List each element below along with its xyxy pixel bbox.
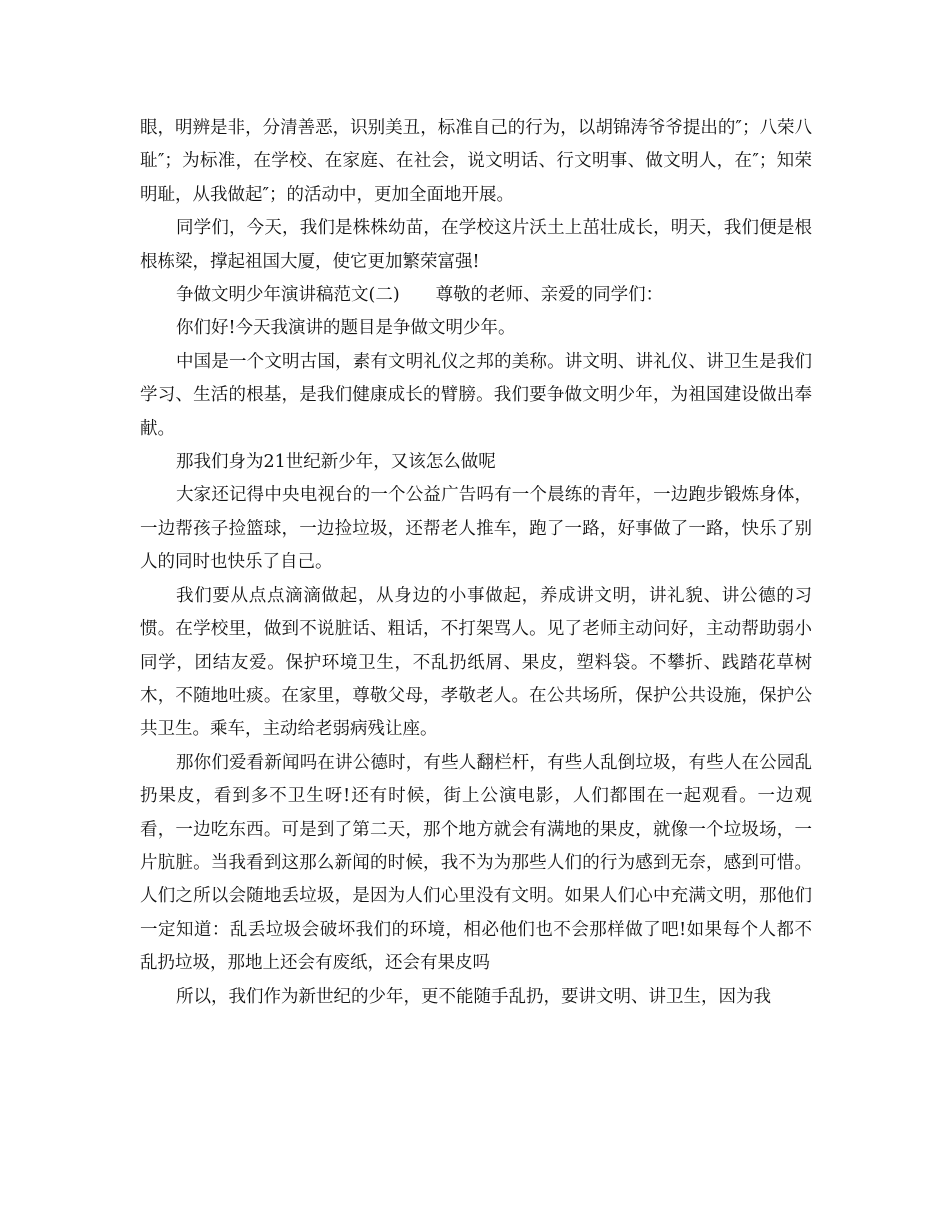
paragraph-8: 我们要从点点滴滴做起，从身边的小事做起，养成讲文明，讲礼貌、讲公德的习惯。在学校里，做到不说脏话、粗话，不打架骂人。见了老师主动问好，主动帮助弱小同学，团结友爱。保护环境卫生，不乱扔纸屑、果皮，塑料袋。不攀折、践踏花草树木，不随地吐痰。在家里，尊敬父母，孝敬老人。在公共场所，保护公共设施，保护公共卫生。乘车，主动给老弱病残让座。 [140,585,812,740]
paragraph-7: 大家还记得中央电视台的一个公益广告吗有一个晨练的青年，一边跑步锻炼身体，一边帮孩子捡篮球，一边捡垃圾，还帮老人推车，跑了一路，好事做了一路，快乐了别人的同时也快乐了自己。 [140,485,812,573]
salutation: 尊敬的老师、亲爱的同学们： [435,285,664,306]
paragraph-6: 那我们身为21世纪新少年，又该怎么做呢 [176,452,496,473]
paragraph-10: 所以，我们作为新世纪的少年，更不能随手乱扔，要讲文明、讲卫生，因为我 [176,986,771,1007]
paragraph-9: 那你们爱看新闻吗在讲公德时，有些人翻栏杆，有些人乱倒垃圾，有些人在公园乱扔果皮，看到多不卫生呀!还有时候，街上公演电影，人们都围在一起观看。一边观看，一边吃东西。可是到了第二天，那个地方就会有满地的果皮，就像一个垃圾场，一片肮脏。当我看到这那么新闻的时候，我不为为那些人们的行为感到无奈，感到可惜。人们之所以会随地丢垃圾，是因为人们心里没有文明。如果人们心中充满文明，那他们一定知道：乱丢垃圾会破坏我们的环境，相必他们也不会那样做了吧!如果每个人都不乱扔垃圾，那地上还会有废纸，还会有果皮吗 [140,752,812,974]
paragraph-1: 眼，明辨是非，分清善恶，识别美丑，标准自己的行为，以胡锦涛爷爷提出的″；八荣八耻″；为标准，在学校、在家庭、在社会，说文明话、行文明事、做文明人，在″；知荣明耻，从我做起″；的活动中，更加全面地开展。 [140,118,812,205]
paragraph-3 [140,279,812,312]
paragraph-5: 中国是一个文明古国，素有文明礼仪之邦的美称。讲文明、讲礼仪、讲卫生是我们学习、生活的根基，是我们健康成长的臂膀。我们要争做文明少年，为祖国建设做出奉献。 [140,351,812,439]
paragraph-4: 你们好!今天我演讲的题目是争做文明少年。 [176,318,516,339]
document-page [140,112,812,1014]
section-title: 争做文明少年演讲稿范文(二) [176,285,400,306]
paragraph-2: 同学们，今天，我们是株株幼苗，在学校这片沃土上茁壮成长，明天，我们便是根根栋梁，撑起祖国大厦，使它更加繁荣富强! [140,218,812,272]
